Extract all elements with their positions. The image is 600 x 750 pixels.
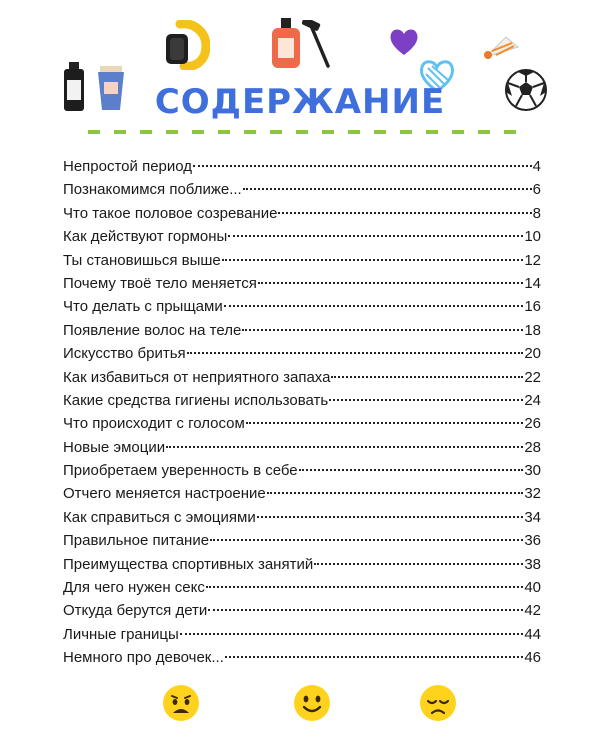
toc-entry (63, 646, 541, 669)
toc-entry-page: 16 (524, 298, 541, 316)
toc-entry-title: Появление волос на теле (63, 321, 242, 339)
toc-leader-dots (222, 259, 524, 261)
toc-entry-page: 22 (524, 368, 541, 386)
toc-leader-dots (278, 212, 531, 214)
toc-entry (63, 272, 541, 295)
toc-entry-title: Личные границы (63, 625, 179, 643)
toc-entry-title: Что делать с прыщами (63, 298, 223, 316)
toc-leader-dots (166, 446, 523, 448)
toc-entry-page: 6 (532, 181, 541, 199)
toc-entry (63, 178, 541, 201)
toc-entry (63, 342, 541, 365)
toc-entry-title: Какие средства гигиены использовать (63, 391, 329, 409)
toc-entry-title: Непростой период (63, 158, 193, 175)
toc-leader-dots (242, 329, 523, 331)
toc-entry-page: 24 (524, 391, 541, 409)
smartwatch-icon (160, 20, 210, 70)
toc-entry-title: Ты становишься выше (63, 251, 221, 269)
toc-entry-title: Искусство бритья (63, 345, 186, 363)
page-title: СОДЕРЖАНИЕ (154, 82, 446, 122)
toc-leader-dots (243, 188, 532, 190)
toc-entry (63, 623, 541, 646)
toc-leader-dots (314, 563, 523, 565)
toc-entry (63, 225, 541, 248)
toc-entry-title: Что такое половое созревание (63, 204, 278, 222)
smiling-face-icon (293, 684, 331, 722)
sad-face-icon (419, 684, 457, 722)
toc-entry-page: 4 (532, 158, 541, 175)
toc-entry-page: 30 (524, 462, 541, 480)
toc-entry-title: Немного про девочек... (63, 649, 224, 667)
toc-entry-title: Как справиться с эмоциями (63, 508, 256, 526)
toc-entry-title: Откуда берутся дети (63, 602, 208, 620)
toc-leader-dots (228, 235, 523, 237)
toc-entry-page: 14 (524, 274, 541, 292)
toc-entry (63, 319, 541, 342)
toc-entry-title: Что происходит с голосом (63, 415, 245, 433)
toc-entry-page: 42 (524, 602, 541, 620)
toc-entry (63, 529, 541, 552)
toc-entry-title: Отчего меняется настроение (63, 485, 266, 503)
toc-entry-title: Новые эмоции (63, 438, 166, 456)
toc-leader-dots (257, 516, 524, 518)
dashed-divider (88, 130, 528, 134)
toc-entry (63, 202, 541, 225)
toc-entry-title: Почему твоё тело меняется (63, 274, 257, 292)
toc-entry (63, 599, 541, 622)
toc-entry-page: 18 (524, 321, 541, 339)
toc-leader-dots (224, 305, 524, 307)
toc-leader-dots (187, 352, 524, 354)
toc-entry-page: 40 (524, 579, 541, 597)
toc-leader-dots (208, 609, 523, 611)
toc-leader-dots (267, 492, 524, 494)
toc-entry (63, 506, 541, 529)
toc-leader-dots (225, 656, 523, 658)
toc-entry-page: 20 (524, 345, 541, 363)
purple-heart-icon (389, 27, 419, 57)
toc-entry-title: Преимущества спортивных занятий (63, 555, 314, 573)
toc-entry-page: 28 (524, 438, 541, 456)
toc-entry (63, 366, 541, 389)
toc-leader-dots (258, 282, 523, 284)
toc-entry-page: 34 (524, 508, 541, 526)
toc-leader-dots (329, 399, 523, 401)
toc-entry (63, 412, 541, 435)
toc-entry-page: 12 (524, 251, 541, 269)
toc-entry (63, 482, 541, 505)
perfume-icon (270, 18, 302, 70)
worried-face-icon (162, 684, 200, 722)
toc-entry-title: Как действуют гормоны (63, 228, 228, 246)
toc-entry-page: 8 (532, 204, 541, 222)
toc-entry-title: Правильное питание (63, 532, 210, 550)
toc-entry-title: Для чего нужен секс (63, 579, 205, 597)
toc-entry (63, 576, 541, 599)
toc-entry-page: 26 (524, 415, 541, 433)
toc-entry-page: 36 (524, 532, 541, 550)
toc-entry (63, 295, 541, 318)
toc-entry-page: 44 (524, 625, 541, 643)
toc-entry-title: Как избавиться от неприятного запаха (63, 368, 331, 386)
toc-leader-dots (246, 422, 523, 424)
toc-entry-page: 32 (524, 485, 541, 503)
table-of-contents (63, 155, 541, 670)
toc-entry (63, 459, 541, 482)
toc-entry (63, 155, 541, 178)
toc-entry (63, 553, 541, 576)
toc-entry (63, 436, 541, 459)
toc-entry-title: Познакомимся поближе... (63, 181, 242, 199)
toc-leader-dots (193, 165, 532, 167)
razor-icon (302, 20, 334, 70)
toc-entry-page: 38 (524, 555, 541, 573)
toc-entry (63, 249, 541, 272)
toc-leader-dots (180, 633, 524, 635)
toc-entry-title: Приобретаем уверенность в себе (63, 462, 298, 480)
toc-leader-dots (210, 539, 523, 541)
toc-leader-dots (299, 469, 524, 471)
toc-entry-page: 46 (524, 649, 541, 667)
toc-leader-dots (206, 586, 523, 588)
toc-entry-page: 10 (524, 228, 541, 246)
shuttlecock-icon (484, 33, 520, 59)
toc-leader-dots (331, 376, 523, 378)
toc-entry (63, 389, 541, 412)
